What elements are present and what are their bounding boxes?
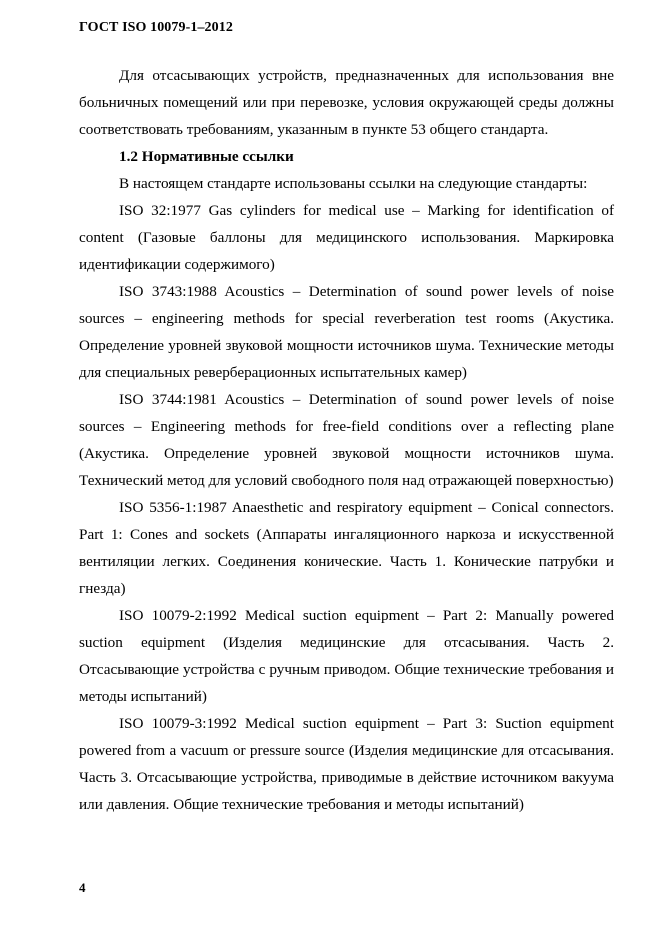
intro-paragraph: Для отсасывающих устройств, предназначенных для использования вне больничных помещений или при перевозке, условия окружающей среды должны соответствовать требованиям, указанным в пункте 53 общего стандарта.: [79, 67, 614, 138]
reference-item-iso-3744: ISO 3744:1981 Acoustics – Determination of sound power levels of noise sources – Engineering methods for free-field conditions over a reflecting plane (Акустика. Определение уровней звуковой мощности источников шума. Технический метод для условий свободного поля над отражающей поверхностью): [79, 391, 614, 489]
section-lead: В настоящем стандарте использованы ссылки на следующие стандарты:: [119, 175, 588, 192]
reference-item-iso-10079-3: ISO 10079-3:1992 Medical suction equipment – Part 3: Suction equipment powered from a vacuum or pressure source (Изделия медицинские для отсасывания. Часть 3. Отсасывающие устройства, приводимые в действие источником вакуума или давления. Общие технические требования и методы испытаний): [79, 715, 614, 813]
reference-item-iso-32: ISO 32:1977 Gas cylinders for medical use – Marking for identification of content (Газовые баллоны для медицинского использования. Маркировка идентификации содержимого): [79, 202, 614, 273]
document-header: ГОСТ ISO 10079-1–2012: [79, 20, 233, 35]
reference-item-iso-10079-2: ISO 10079-2:1992 Medical suction equipment – Part 2: Manually powered suction equipment (Изделия медицинские для отсасывания. Часть 2. Отсасывающие устройства с ручным приводом. Общие технические требования и методы испытаний): [79, 607, 614, 705]
reference-item-iso-5356-1: ISO 5356-1:1987 Anaesthetic and respiratory equipment – Conical connectors. Part 1: Cones and sockets (Аппараты ингаляционного наркоза и искусственной вентиляции легких. Соединения конические. Часть 1. Конические патрубки и гнезда): [79, 499, 614, 597]
reference-item-iso-3743: ISO 3743:1988 Acoustics – Determination of sound power levels of noise sources – engineering methods for special reverberation test rooms (Акустика. Определение уровней звуковой мощности источников шума. Технические методы для специальных реверберационных испытательных камер): [79, 283, 614, 381]
section-heading: 1.2 Нормативные ссылки: [119, 148, 294, 165]
page-number: 4: [79, 880, 86, 895]
document-body: [79, 62, 614, 818]
